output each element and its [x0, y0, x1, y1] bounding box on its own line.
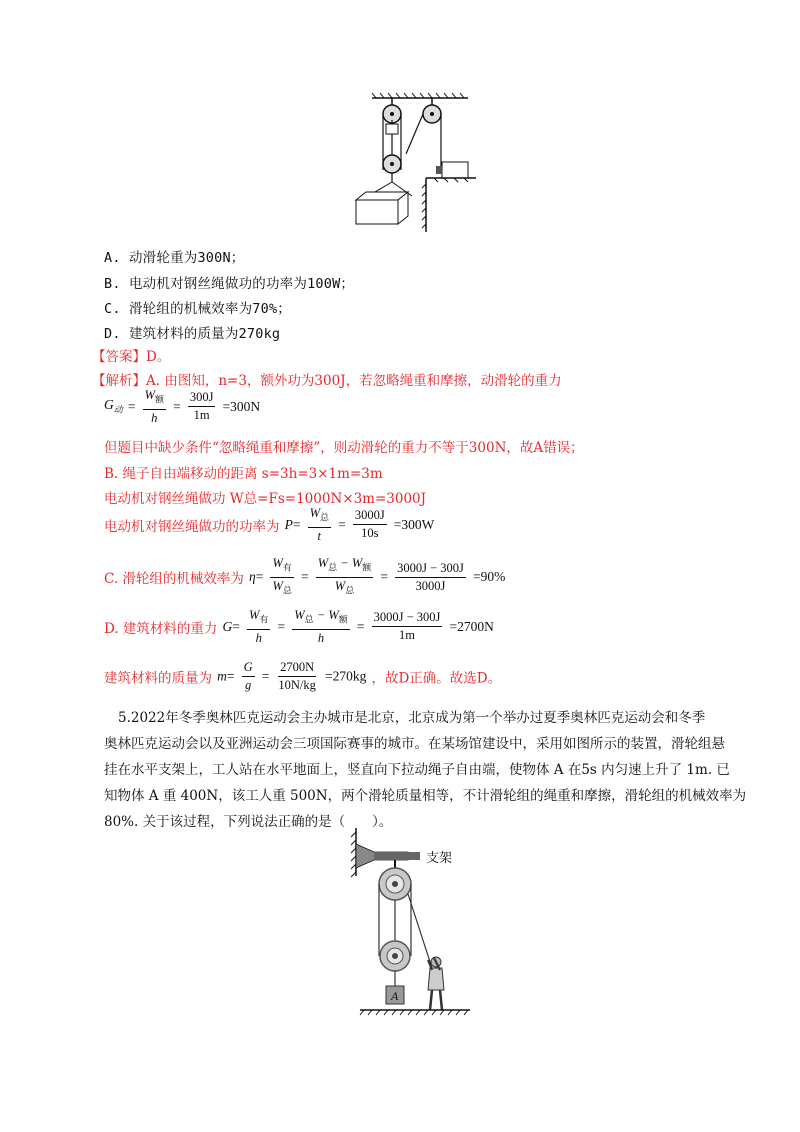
option-c: C. 滑轮组的机械效率为70%；	[104, 301, 291, 317]
eq-g-den: 1m	[399, 628, 415, 643]
eq-p-den: 10s	[361, 526, 379, 541]
eq-a-num1: W	[144, 388, 155, 402]
answer-value: D。	[146, 349, 171, 365]
eq-a-num1-sub: 额	[155, 394, 165, 405]
pulley-worker-figure	[350, 828, 480, 1023]
question5-line-3: 挂在水平支架上，工人站在水平地面上，竖直向下拉动绳子自由端，使物体 A 在5s 内匀速上升了 1m. 已	[104, 762, 730, 778]
equation-weight: D. 建筑材料的重力 G= $\frac{W_有}{h}$ = $\frac{W_总 - W_额}{h}$ = $\frac{3000J - 300J}{1m}$ =2700N	[104, 608, 494, 645]
equation-a: $G_动$ = $\frac{W_额}{h}$ = $\frac{300J}{1m}$ =300N	[104, 388, 261, 425]
eq-m-den: 10N/kg	[278, 678, 316, 692]
eq-m-result: =270kg	[325, 668, 367, 684]
power-text: 电动机对钢丝绳做功的功率为	[104, 518, 280, 535]
eq-a-frac2	[188, 390, 216, 423]
analysis-line-4: 电动机对钢丝绳做功 W总=Fs=1000N×3m=3000J	[104, 491, 427, 507]
mass-tail: ，故D正确。故选D。	[371, 670, 502, 687]
eq-m-num: 2700N	[278, 660, 316, 677]
question5-line-2: 奥林匹克运动会以及亚洲运动会三项国际赛事的城市。在某场馆建设中，采用如图所示的装置，滑轮组悬	[104, 736, 725, 752]
equation-mass: 建筑材料的质量为 m= $\frac{G}{g}$ = $\frac{2700N}{10N/kg}$ =270kg ，故D正确。故选D。	[104, 660, 502, 692]
eq-a-frac1	[143, 388, 166, 426]
answer-label: 【答案】	[92, 349, 146, 365]
eq-a-lhs: G	[104, 397, 114, 413]
eq-eta-den: 3000J	[415, 578, 446, 593]
analysis-line-2: 但题目中缺少条件“忽略绳重和摩擦”，则动滑轮的重力不等于300N，故A错误；	[104, 440, 584, 456]
analysis-line1-text: A. 由图知，n=3，额外功为300J，若忽略绳重和摩擦，动滑轮的重力	[146, 373, 562, 389]
eq-g-num: 3000J − 300J	[372, 610, 443, 627]
analysis-line-3: B. 绳子自由端移动的距离 s=3h=3×1m=3m	[104, 466, 383, 482]
eq-eta-num: 3000J − 300J	[395, 561, 466, 578]
weight-text: D. 建筑材料的重力	[104, 620, 218, 637]
pulley-motor-figure	[350, 92, 490, 237]
eq-a-den2: 1m	[193, 408, 210, 423]
eq-p-result: =300W	[393, 516, 435, 532]
eq-a-result: =300N	[222, 398, 261, 414]
efficiency-text: C. 滑轮组的机械效率为	[104, 571, 244, 587]
question5-line-5: 80%. 关于该过程，下列说法正确的是（ ）。	[104, 814, 393, 830]
answer-line	[92, 345, 170, 365]
equation-power: 电动机对钢丝绳做功的功率为 P= $\frac{W_总}{t}$ = $\frac{3000J}{10s}$ =300W	[104, 506, 435, 543]
eq-a-num2: 300J	[188, 390, 216, 407]
eq-eta-result: =90%	[472, 569, 506, 584]
object-label: A	[391, 989, 399, 1003]
question5-line-1: 5.2022年冬季奥林匹克运动会主办城市是北京，北京成为第一个举办过夏季奥林匹克运动会和冬季	[118, 710, 706, 726]
equation-efficiency: C. 滑轮组的机械效率为 η= $\frac{W_有}{W_总}$ = $\frac{W_总 - W_额}{W_总}$ = $\frac{3000J - 300J}{3000J}$ =90%	[104, 556, 506, 595]
option-d: D. 建筑材料的质量为270kg	[104, 326, 281, 342]
support-label: 支架	[426, 850, 453, 865]
eq-a-den1: h	[151, 410, 158, 425]
analysis-label: 【解析】	[92, 373, 146, 389]
question5-line-4: 知物体 A 重 400N，该工人重 500N，两个滑轮质量相等，不计滑轮组的绳重和摩擦，滑轮组的机械效率为	[104, 788, 747, 804]
eq-p-num: 3000J	[353, 508, 387, 525]
analysis-line-1	[92, 369, 562, 389]
option-b: B. 电动机对钢丝绳做功的功率为100W；	[104, 276, 355, 292]
eq-g-result: =2700N	[449, 618, 494, 634]
eq-a-lhs-sub: 动	[113, 405, 123, 416]
option-a: A. 动滑轮重为300N；	[104, 250, 245, 266]
mass-text: 建筑材料的质量为	[104, 670, 212, 687]
